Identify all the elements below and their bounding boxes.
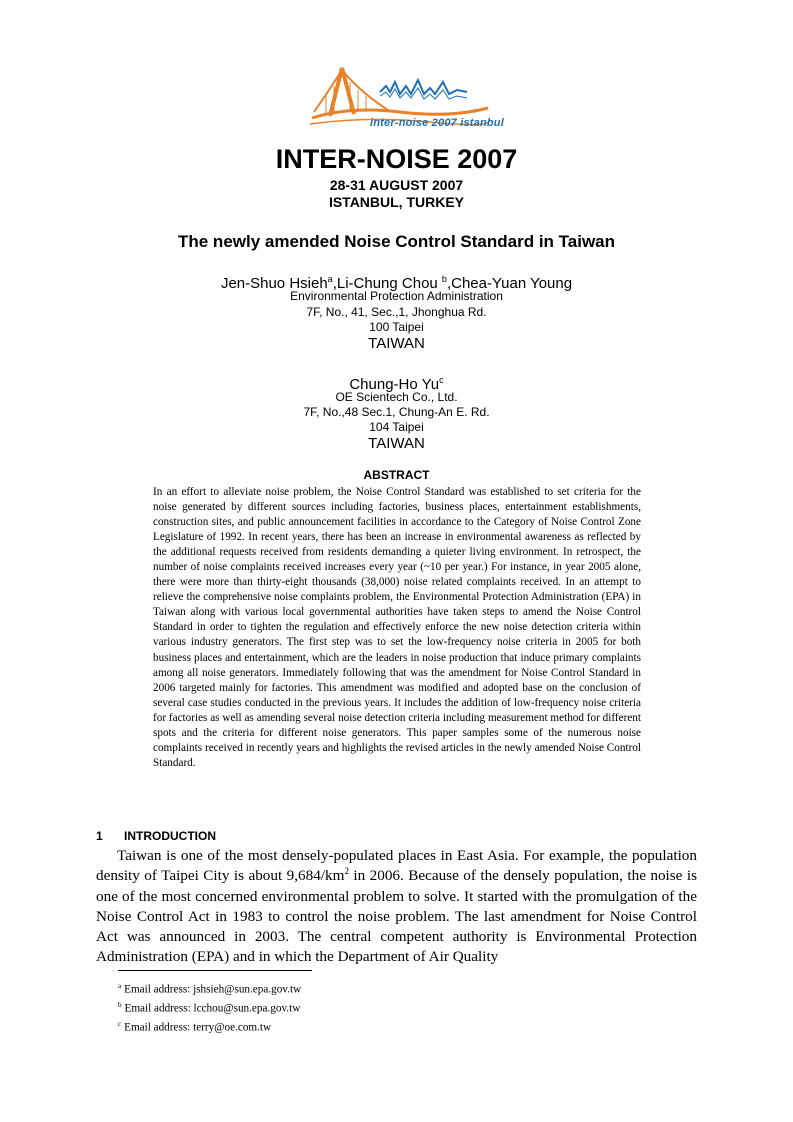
footnote-divider [118, 970, 312, 971]
paper-title: The newly amended Noise Control Standard in Taiwan [177, 232, 616, 251]
author-name: ,Chea-Yuan Young [446, 275, 573, 292]
conference-place: ISTANBUL, TURKEY [328, 194, 465, 210]
footnote: $^c$ Email address: terry@oe.com.tw [118, 1020, 272, 1035]
affiliation-org: Environmental Protection Administration [290, 289, 503, 303]
footnotes [118, 979, 301, 1037]
affiliation-country: TAIWAN [368, 335, 425, 352]
abstract-body: In an effort to alleviate noise problem, the Noise Control Standard was established to set criteria for the noise generated by different sources including factories, business places, entertainment establishments, construction sites, and public announcement facilities in accordance to the Category of Noise Control Zone Legislature of 1992. In recent years, there has been an increase in environmental awareness as reflected by the additional requests received from residents demanding a quieter living environment. In retrospect, the number of noise complaints received increases every year (~10 per year.) For instance, in year 2005 alone, there were more than thirty-eight thousands (38,000) noise related complaints received. In an attempt to relieve the comprehensive noise complaints problem, the Environmental Protection Administration (EPA) in Taiwan along with various local governmental authorities have taken steps to amend the Noise Control Standard in order to tighten the regulation and effectively enforce the new noise detection criteria within various industry generators. The first step was to set the low-frequency noise criteria in 2005 for both business places and entertainment, which are the leaders in noise production that induce primary complaints among all noise generators. Immediately following that was the amendment for Noise Control Standard in 2006 targeted mainly for factories. This amendment was modified and adopted base on the conclusion of several case studies conducted in the previous years. It includes the addition of low-frequency noise criteria for factories as well as amending several noise detection criteria including measurement method for different spots and the criteria for different noise generators. This paper samples some of the numerous noise complaints received in recently years and highlights the revised articles in the newly amended Noise Control Standard. [153, 486, 641, 769]
affiliation-mark: c [439, 375, 444, 385]
author-name: Chung-Ho Yu [349, 376, 440, 393]
affiliation-address: 7F, No.,48 Sec.1, Chung-An E. Rd. [303, 405, 490, 419]
abstract-heading: ABSTRACT [363, 468, 430, 482]
introduction-paragraph: Taiwan is one of the most densely-populated places in East Asia. For example, the population density of Taipei City is about $9,684/km^2$ in 2006. Because of the densely population, the noise is one of the most concerned environmental problem to solve. It started with the promulgation of the Noise Control Act in 1983 to control the noise problem. The last amendment for Noise Control Act was announced in 2003. The central competent authority is Environmental Protection Administration (EPA) and in which the Department of Air Quality [96, 847, 697, 966]
author-name: Jen-Shuo Hsieh [220, 275, 328, 292]
footnote: $^a$ Email address: jshsieh@sun.epa.gov.tw [118, 982, 302, 996]
section-title: INTRODUCTION [124, 829, 216, 843]
affiliation-address: 7F, No., 41, Sec.,1, Jhonghua Rd. [306, 305, 487, 319]
author-name: ,Li-Chung Chou [332, 275, 442, 292]
superscript: 2 [344, 866, 349, 877]
affiliation-country: TAIWAN [368, 435, 425, 452]
conference-date: 28-31 AUGUST 2007 [329, 177, 464, 193]
footnote: $^b$ Email address: lcchou@sun.epa.gov.tw [118, 1001, 301, 1015]
section-number: 1 [96, 829, 103, 843]
conference-title: INTER-NOISE 2007 [275, 144, 518, 174]
affiliation-city: 100 Taipei [369, 320, 424, 334]
affiliation-org: OE Scientech Co., Ltd. [335, 390, 458, 404]
affiliation-mark: a [327, 274, 333, 284]
affiliation-city: 104 Taipei [369, 420, 424, 434]
section-heading [96, 829, 216, 843]
affiliation-mark: b [441, 274, 447, 284]
logo-caption: inter-noise 2007 istanbul [370, 117, 504, 129]
